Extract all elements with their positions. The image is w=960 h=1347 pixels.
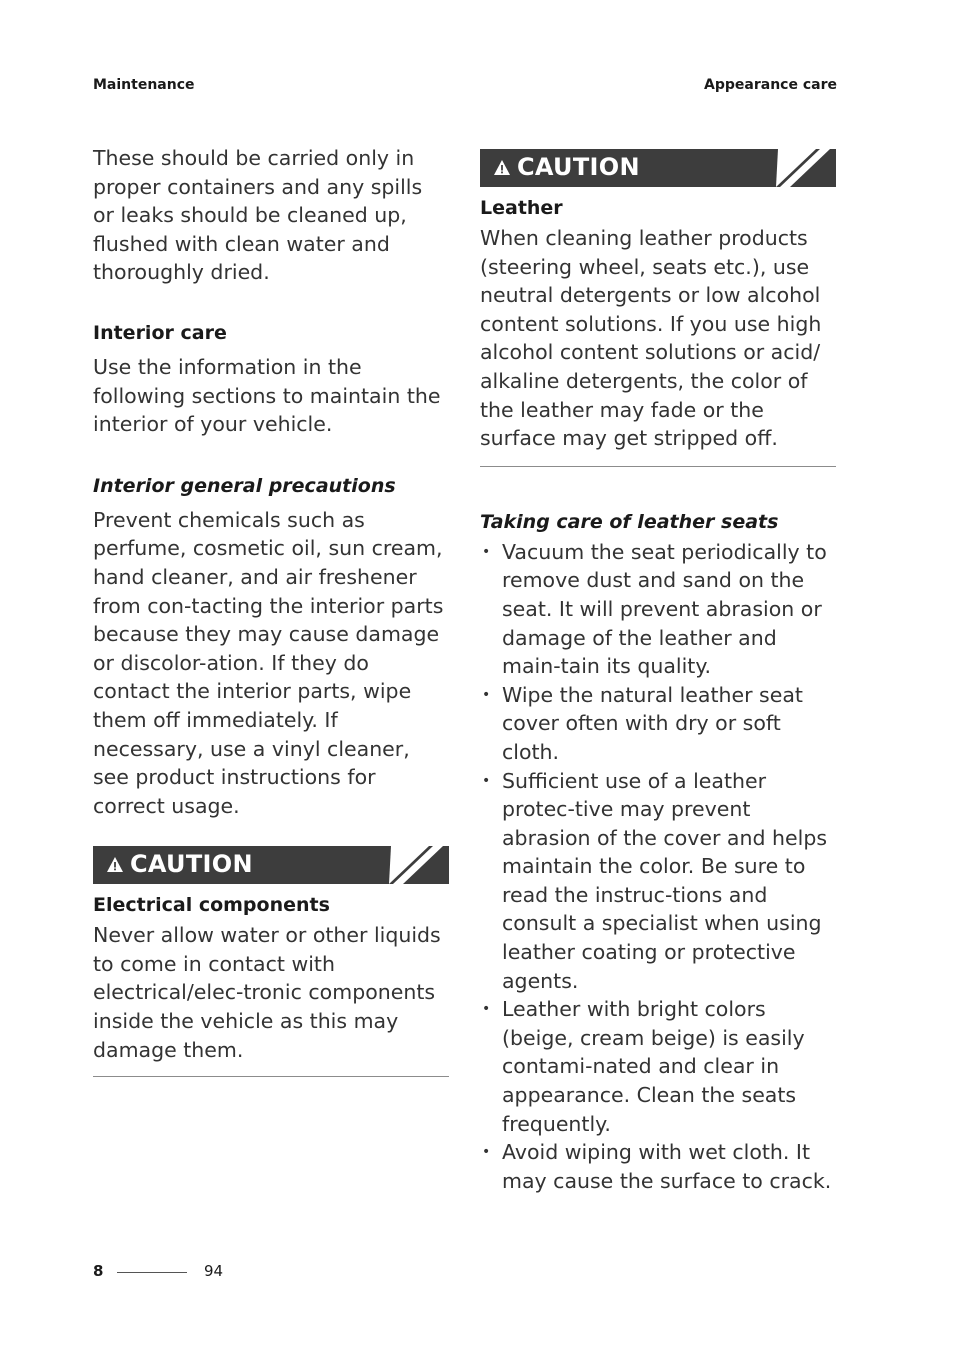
caution-label: CAUTION <box>517 153 640 181</box>
precautions-heading: Interior general precautions <box>93 474 396 497</box>
leather-care-heading: Taking care of leather seats <box>480 510 779 533</box>
caution-paragraph: When cleaning leather products (steering wheel, seats etc.), use neutral detergents or low alcohol content solutions. If you use high alcohol content solutions or acid/ alkaline detergents, the color of the leather may fade or the surface may get stripped off. <box>480 226 822 451</box>
footer-divider <box>117 1272 187 1273</box>
chapter-number: 8 <box>93 1262 104 1280</box>
interior-care-paragraph: Use the information in the following sections to maintain the interior of your vehicle. <box>93 354 441 437</box>
interior-care-heading: Interior care <box>93 321 227 344</box>
list-item: • Avoid wiping with wet cloth. It may cause the surface to crack. <box>480 1138 836 1195</box>
caution-heading: Leather <box>480 197 563 219</box>
right-column <box>480 149 836 1195</box>
caution-banner <box>480 149 836 187</box>
caution-heading: Electrical components <box>93 894 330 917</box>
caution-paragraph: Never allow water or other liquids to come in contact with electrical/elec-tronic components inside the vehicle as this may damage them. <box>93 923 441 1062</box>
page-footer <box>93 1262 224 1280</box>
precautions-paragraph: Prevent chemicals such as perfume, cosmetic oil, sun cream, hand cleaner, and air freshener from con-tacting the interior parts because they may cause damage or discolor-ation. If they do contact the interior parts, wipe them off immediately. If necessary, use a vinyl cleaner, see product instructions for correct usage. <box>93 507 444 818</box>
caution-stripes <box>389 846 449 884</box>
caution-label: CAUTION <box>130 850 253 879</box>
list-item: • Wipe the natural leather seat cover often with dry or soft cloth. <box>480 681 836 767</box>
warning-triangle-icon <box>106 856 124 873</box>
caution-end-rule <box>480 466 836 467</box>
list-item: • Leather with bright colors (beige, cream beige) is easily contami-nated and clear in appearance. Clean the seats frequently. <box>480 995 836 1138</box>
caution-end-rule <box>93 1076 449 1077</box>
running-header-topic: Appearance care <box>704 77 837 93</box>
page-number: 94 <box>204 1262 224 1280</box>
leather-care-list <box>480 538 836 1196</box>
caution-stripes <box>776 149 836 187</box>
list-item: • Sufficient use of a leather protec-tive may prevent abrasion of the cover and helps maintain the color. Be sure to read the instruc-tions and consult a specialist when using leather coating or protective agents. <box>480 767 836 996</box>
intro-paragraph: These should be carried only in proper containers and any spills or leaks should be cleaned up, flushed with clean water and thoroughly dried. <box>93 146 423 285</box>
list-item: • Vacuum the seat periodically to remove dust and sand on the seat. It will prevent abrasion or damage of the leather and main-tain its quality. <box>480 538 836 681</box>
warning-triangle-icon <box>493 159 511 176</box>
running-header-section: Maintenance <box>93 77 195 93</box>
caution-banner <box>93 846 449 884</box>
left-column <box>93 144 449 1077</box>
